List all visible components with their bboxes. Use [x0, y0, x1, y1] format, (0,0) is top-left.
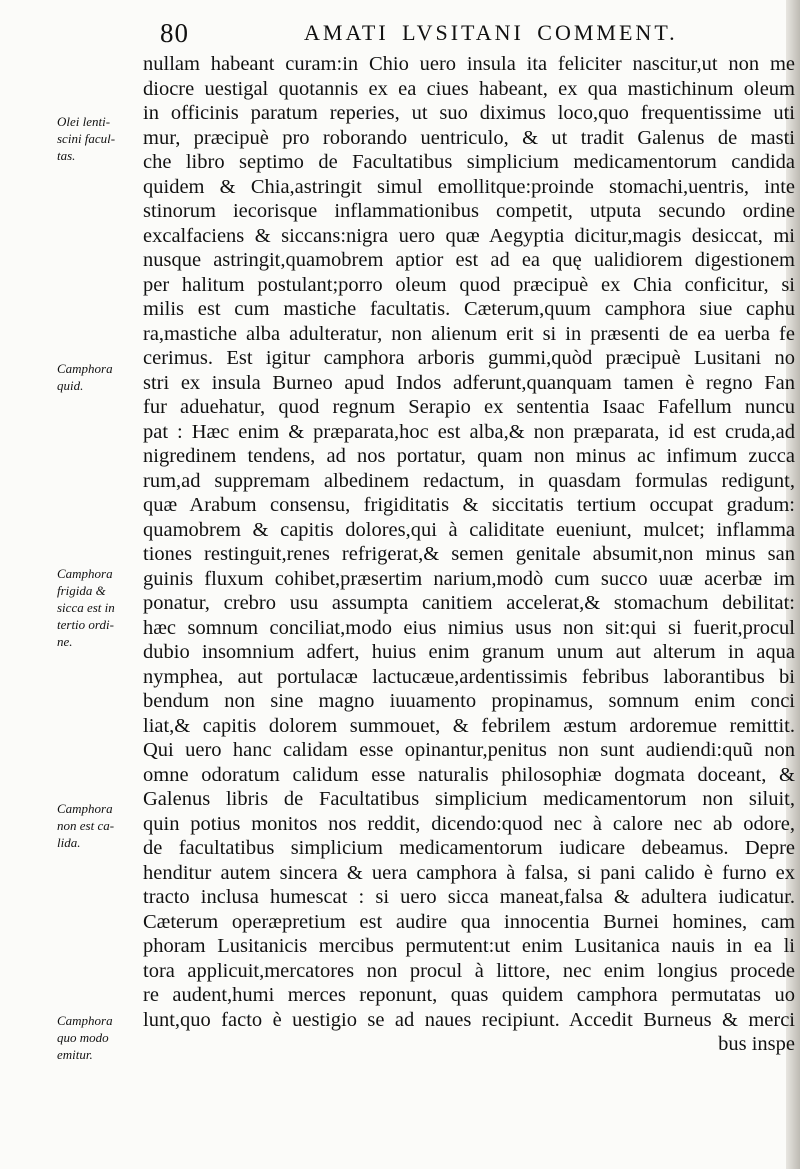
text-line: lunt,quo facto è uestigio se ad naues recipiunt. Accedit Burneus & merci — [143, 1008, 795, 1031]
text-line: rum,ad suppremam albedinem redactum, in quasdam formulas redigunt, — [143, 469, 795, 492]
text-line: Cæterum operæpretium est audire qua innocentia Burnei homines, cam — [143, 910, 795, 933]
margin-note-line: scini facul- — [57, 131, 116, 146]
margin-note-line: non est ca- — [57, 818, 115, 833]
text-line: nullam habeant curam:in Chio uero insula ita feliciter nascitur,ut non me — [143, 53, 795, 75]
text-line: liat,& capitis dolorem summouet, & febrilem æstum ardoremue remittit. — [143, 714, 795, 737]
text-line: mur, præcipuè pro roborando uentriculo, & ut tradit Galenus de masti — [143, 126, 795, 149]
text-line: tracto inclusa humescat : si uero sicca maneat,falsa & adultera iudicatur. — [143, 886, 795, 908]
margin-note-line: Olei lenti- — [57, 114, 111, 129]
margin-note-olei-lentiscini — [57, 113, 141, 164]
margin-note-camphora-non-calida — [57, 800, 141, 851]
text-line: quidem & Chia,astringit simul emollitque:proinde stomachi,uentris, inte — [143, 175, 795, 198]
text-line: quin potius monitos nos reddit, dicendo:quod nec à calore nec ab odore, — [143, 812, 795, 835]
margin-note-line: Camphora — [57, 801, 113, 816]
text-line: Qui uero hanc calidam esse opinantur,penitus non sunt audiendi:quũ non — [143, 739, 795, 761]
text-line: bus inspe — [718, 1033, 795, 1055]
text-line: dubio insomnium adfert, huius enim granum unum aut alterum in aqua — [143, 641, 795, 663]
text-line: nusque astringit,quamobrem aptior est ad ea quę ualidiorem digestionem — [143, 249, 795, 271]
text-line: omne odoratum calidum esse naturalis philosophiæ dogmata doceant, & — [143, 763, 795, 786]
text-line: bendum non sine magno iuuamento propinamus, somnum enim conci — [143, 690, 795, 712]
margin-note-camphora-frigida — [57, 565, 141, 650]
text-line: guinis fluxum cohibet,præsertim narium,modò cum succo uuæ acerbæ im — [143, 567, 795, 590]
text-line: pat : Hæc enim & præparata,hoc est alba,& non præparata, id est cruda,ad — [143, 420, 795, 443]
text-line: phoram Lusitanicis mercibus permutent:ut enim Lusitanica nauis in ea li — [143, 935, 795, 957]
text-line: re audent,humi merces reponunt, quas quidem camphora permutatas uo — [143, 984, 795, 1006]
text-line: milis est cum mastiche facultatis. Cæterum,quum camphora siue caphu — [143, 298, 795, 320]
text-line: per halitum postulant;porro oleum quod præcipuè ex Chia conficitur, si — [143, 273, 795, 296]
margin-note-line: Camphora — [57, 566, 113, 581]
text-line: stinorum iecorisque inflammationibus competit, utputa secundo ordine — [143, 200, 795, 222]
running-head: AMATI LVSITANI COMMENT. — [304, 20, 678, 45]
margin-note-line: emitur. — [57, 1047, 93, 1062]
text-line: ra,mastiche alba adulteratur, non alienum erit si in præsenti de ea uerba fe — [143, 322, 795, 345]
page-number: 80 — [160, 18, 189, 48]
margin-note-camphora-quid — [57, 360, 141, 394]
page-header — [0, 14, 800, 54]
text-line: stri ex insula Burneo apud Indos adferunt,quanquam tamen è regno Fan — [143, 371, 795, 394]
margin-note-line: frigida & — [57, 583, 106, 598]
text-line: de facultatibus simplicium medicamentorum iudicare debeamus. Depre — [143, 837, 795, 859]
margin-note-line: quo modo — [57, 1030, 109, 1045]
margin-note-line: lida. — [57, 835, 81, 850]
margin-note-line: Camphora — [57, 1013, 113, 1028]
margin-note-line: tas. — [57, 148, 76, 163]
margin-note-line: Camphora — [57, 361, 113, 376]
text-line: quæ Arabum consensu, frigiditatis & siccitatis tertium occupat gradum: — [143, 494, 795, 516]
text-line: nymphea, aut portulacæ lactucæue,ardentissimis febribus laborantibus bi — [143, 665, 795, 688]
text-line: ponatur, crebro usu assumpta canitiem accelerat,& stomachum debilitat: — [143, 592, 795, 614]
body-text — [143, 52, 795, 1057]
margin-note-line: tertio ordi- — [57, 617, 114, 632]
text-line: quamobrem & capitis dolores,qui à caliditate eueniunt, mulcet; inflamma — [143, 518, 795, 541]
text-line: tiones restinguit,renes refrigerat,& semen genitale absumit,non minus san — [143, 543, 795, 565]
margin-note-line: ne. — [57, 634, 73, 649]
text-line: che libro septimo de Facultatibus simplicium medicamentorum candida — [143, 151, 795, 173]
text-line: tora applicuit,mercatores non procul à littore, nec enim longius procede — [143, 959, 795, 982]
margin-note-line: quid. — [57, 378, 84, 393]
text-line: Galenus libris de Facultatibus simplicium medicamentorum non siluit, — [143, 788, 795, 810]
text-line: nigredinem tendens, ad nos portatur, quam non minus ac infimum zucca — [143, 445, 795, 467]
text-line: hæc somnum conciliat,modo eius nimius usus non sit:qui si fuerit,procul — [143, 616, 795, 639]
text-line: in officinis paratum reperies, ut suo diximus loco,quo frequentissime uti — [143, 102, 795, 124]
text-line: cerimus. Est igitur camphora arboris gummi,quòd præcipuè Lusitani no — [143, 347, 795, 369]
margin-note-line: sicca est in — [57, 600, 115, 615]
text-line: excalfaciens & siccans:nigra uero quæ Aegyptia dicitur,magis desiccat, mi — [143, 224, 795, 247]
text-line: fur aduehatur, quod regnum Serapio ex sententia Isaac Fafellum nuncu — [143, 396, 795, 418]
margin-note-camphora-quo-modo — [57, 1012, 141, 1063]
text-line: diocre uestigal quotannis ex ea ciues habeant, ex qua mastichinum oleum — [143, 77, 795, 100]
text-line: henditur autem sincera & uera camphora à falsa, si pani calido è furno ex — [143, 861, 795, 884]
